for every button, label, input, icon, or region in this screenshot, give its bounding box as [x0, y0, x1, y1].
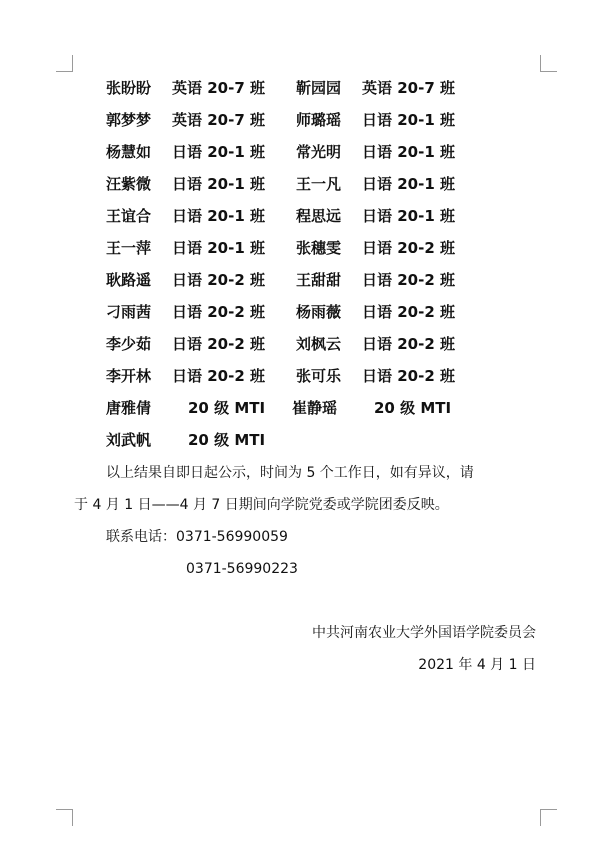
- student-name: 王甜甜: [296, 271, 342, 289]
- student-class: 日语 20-1 班: [362, 175, 455, 193]
- list-row: [106, 236, 486, 268]
- list-row: [106, 140, 486, 172]
- list-row: [106, 396, 486, 428]
- student-name: 李少茹: [106, 335, 152, 353]
- student-class: 英语 20-7 班: [172, 79, 265, 97]
- student-name: 李开林: [106, 367, 152, 385]
- student-name: 郭梦梦: [106, 111, 152, 129]
- student-class: 日语 20-1 班: [362, 143, 455, 161]
- student-class: 英语 20-7 班: [172, 111, 265, 129]
- student-name: 唐雅倩: [106, 399, 152, 417]
- student-class: 日语 20-2 班: [172, 335, 265, 353]
- student-class: 日语 20-1 班: [362, 207, 455, 225]
- student-class: 英语 20-7 班: [362, 79, 455, 97]
- student-class: 日语 20-1 班: [172, 239, 265, 257]
- list-row: [106, 108, 486, 140]
- student-class: 日语 20-1 班: [172, 207, 265, 225]
- student-class: 日语 20-2 班: [172, 271, 265, 289]
- student-name: 杨雨薇: [296, 303, 342, 321]
- student-name: 王一萍: [106, 239, 152, 257]
- student-name: 崔静瑶: [292, 399, 338, 417]
- student-name: 常光明: [296, 143, 342, 161]
- student-class: 日语 20-2 班: [362, 239, 455, 257]
- crop-mark-bottom-right: [540, 809, 557, 826]
- student-name: 张盼盼: [106, 79, 152, 97]
- student-name: 汪紫微: [106, 175, 152, 193]
- notice-paragraph-line-2: 于 4 月 1 日——4 月 7 日期间向学院党委或学院团委反映。: [74, 497, 449, 513]
- student-name: 程思远: [296, 207, 342, 225]
- contact-phone: 联系电话：0371-56990059: [106, 529, 288, 545]
- list-row: [106, 364, 486, 396]
- notice-paragraph-line-1: 以上结果自即日起公示，时间为 5 个工作日，如有异议，请: [106, 465, 474, 481]
- list-row: [106, 76, 486, 108]
- student-name: 杨慧如: [106, 143, 152, 161]
- list-row: [106, 332, 486, 364]
- student-class: 日语 20-2 班: [362, 367, 455, 385]
- student-class: 日语 20-2 班: [172, 367, 265, 385]
- student-name: 张可乐: [296, 367, 342, 385]
- student-class: 日语 20-2 班: [362, 335, 455, 353]
- crop-mark-bottom-left: [56, 809, 73, 826]
- list-row: [106, 172, 486, 204]
- student-name: 刘枫云: [296, 335, 342, 353]
- student-name: 刁雨茜: [106, 303, 152, 321]
- student-class: 日语 20-2 班: [172, 303, 265, 321]
- signature-date: 2021 年 4 月 1 日: [418, 657, 536, 673]
- list-row: [106, 268, 486, 300]
- student-name: 师璐瑶: [296, 111, 342, 129]
- list-row: [106, 300, 486, 332]
- student-name: 王谊合: [106, 207, 152, 225]
- student-class: 日语 20-2 班: [362, 271, 455, 289]
- list-row: [106, 204, 486, 236]
- student-class: 日语 20-1 班: [172, 175, 265, 193]
- student-class: 日语 20-1 班: [172, 143, 265, 161]
- student-name: 靳园园: [296, 79, 342, 97]
- student-name: 耿路遥: [106, 271, 152, 289]
- name-list: [106, 76, 486, 460]
- student-name: 王一凡: [296, 175, 342, 193]
- student-class: 日语 20-1 班: [362, 111, 455, 129]
- student-class: 20 级 MTI: [374, 399, 452, 417]
- student-class: 20 级 MTI: [188, 431, 266, 449]
- student-name: 张穗雯: [296, 239, 342, 257]
- contact-phone-2: 0371-56990223: [186, 561, 298, 577]
- crop-mark-top-left: [56, 55, 73, 72]
- list-row: [106, 428, 486, 460]
- student-class: 日语 20-2 班: [362, 303, 455, 321]
- student-name: 刘武帆: [106, 431, 152, 449]
- student-class: 20 级 MTI: [188, 399, 266, 417]
- signature-organization: 中共河南农业大学外国语学院委员会: [312, 625, 536, 641]
- crop-mark-top-right: [540, 55, 557, 72]
